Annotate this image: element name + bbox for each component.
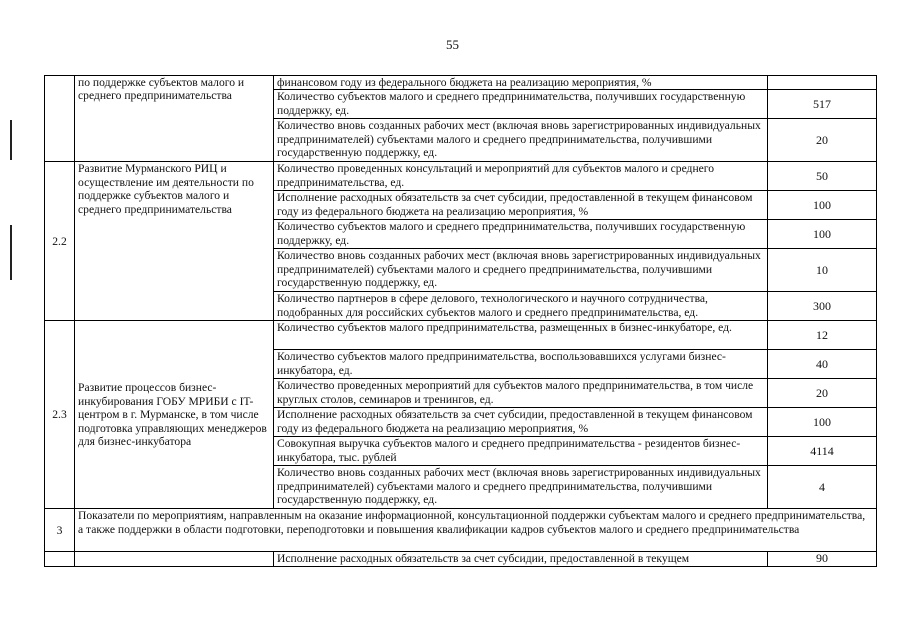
table-row — [45, 162, 877, 191]
value-cell — [768, 76, 877, 90]
indicator-cell: Количество субъектов малого предпринимательства, размещенных в бизнес-инкубаторе, ед. — [274, 321, 768, 350]
row-number-cell — [45, 76, 75, 162]
row-number: 3 — [45, 509, 75, 552]
indicator-cell: Количество проведенных консультаций и мероприятий для субъектов малого и среднего предпринимательства, ед. — [274, 162, 768, 191]
value-cell: 40 — [768, 350, 877, 379]
value-cell: 100 — [768, 408, 877, 437]
value-cell: 300 — [768, 292, 877, 321]
value-cell: 517 — [768, 90, 877, 119]
table-row — [45, 509, 877, 552]
margin-mark — [10, 120, 12, 160]
indicator-cell: Количество вновь созданных рабочих мест (включая вновь зарегистрированных индивидуальных предпринимателей) субъектами малого и среднего предпринимательства, получившими государственную поддержку, ед. — [274, 466, 768, 509]
value-cell: 20 — [768, 379, 877, 408]
row-number: 2.2 — [45, 162, 75, 321]
row-number: 2.3 — [45, 321, 75, 509]
table-row — [45, 321, 877, 350]
indicator-cell: Количество проведенных мероприятий для субъектов малого предпринимательства, в том числе круглых столов, семинаров и тренингов, ед. — [274, 379, 768, 408]
indicator-cell: Количество вновь созданных рабочих мест (включая вновь зарегистрированных индивидуальных предпринимателей) субъектами малого и среднего предпринимательства, получившими государственную поддержку, ед. — [274, 249, 768, 292]
table-row — [45, 76, 877, 90]
indicator-cell: Количество партнеров в сфере делового, технологического и научного сотрудничества, подобранных для российских субъектов малого и среднего предпринимательства, ед. — [274, 292, 768, 321]
value-cell: 12 — [768, 321, 877, 350]
indicator-cell: Количество вновь созданных рабочих мест (включая вновь зарегистрированных индивидуальных предпринимателей) субъектами малого и среднего предпринимательства, получившими государственную поддержку, ед. — [274, 119, 768, 162]
indicators-table — [44, 75, 877, 567]
value-cell: 100 — [768, 191, 877, 220]
measure-name — [75, 552, 274, 566]
measure-name: по поддержке субъектов малого и среднего предпринимательства — [75, 76, 274, 162]
margin-mark — [10, 225, 12, 280]
indicator-cell: Количество субъектов малого предпринимательства, воспользовавшихся услугами бизнес-инкубатора, ед. — [274, 350, 768, 379]
page-number: 55 — [446, 37, 459, 52]
indicator-cell: Количество субъектов малого и среднего предпринимательства, получивших государственную поддержку, ед. — [274, 90, 768, 119]
value-cell: 100 — [768, 220, 877, 249]
indicator-cell: Совокупная выручка субъектов малого и среднего предпринимательства - резидентов бизнес-инкубатора, тыс. рублей — [274, 437, 768, 466]
measure-name: Развитие Мурманского РИЦ и осуществление им деятельности по поддержке субъектов малого и среднего предпринимательства — [75, 162, 274, 321]
value-cell: 50 — [768, 162, 877, 191]
value-cell: 10 — [768, 249, 877, 292]
indicator-cell: Количество субъектов малого и среднего предпринимательства, получивших государственную поддержку, ед. — [274, 220, 768, 249]
indicator-cell: Исполнение расходных обязательств за счет субсидии, предоставленной в текущем — [274, 552, 768, 566]
value-cell: 90 — [768, 552, 877, 566]
value-cell: 20 — [768, 119, 877, 162]
indicator-cell: финансовом году из федерального бюджета на реализацию мероприятия, % — [274, 76, 768, 90]
table-row — [45, 552, 877, 566]
value-cell: 4 — [768, 466, 877, 509]
indicator-cell: Исполнение расходных обязательств за счет субсидии, предоставленной в текущем финансовом году из федерального бюджета на реализацию мероприятия, % — [274, 408, 768, 437]
row-number-cell — [45, 552, 75, 566]
section-heading: Показатели по мероприятиям, направленным на оказание информационной, консультационной поддержки субъектам малого и среднего предпринимательства, а также поддержки в области подготовки, переподготовки и повышения квалификации кадров субъектов малого и среднего предпринимательства — [75, 509, 877, 552]
indicator-cell: Исполнение расходных обязательств за счет субсидии, предоставленной в текущем финансовом году из федерального бюджета на реализацию мероприятия, % — [274, 191, 768, 220]
value-cell: 4114 — [768, 437, 877, 466]
measure-name: Развитие процессов бизнес-инкубирования ГОБУ МРИБИ с IT-центром в г. Мурманске, в том числе подготовка управляющих менеджеров для бизнес-инкубатора — [75, 321, 274, 509]
